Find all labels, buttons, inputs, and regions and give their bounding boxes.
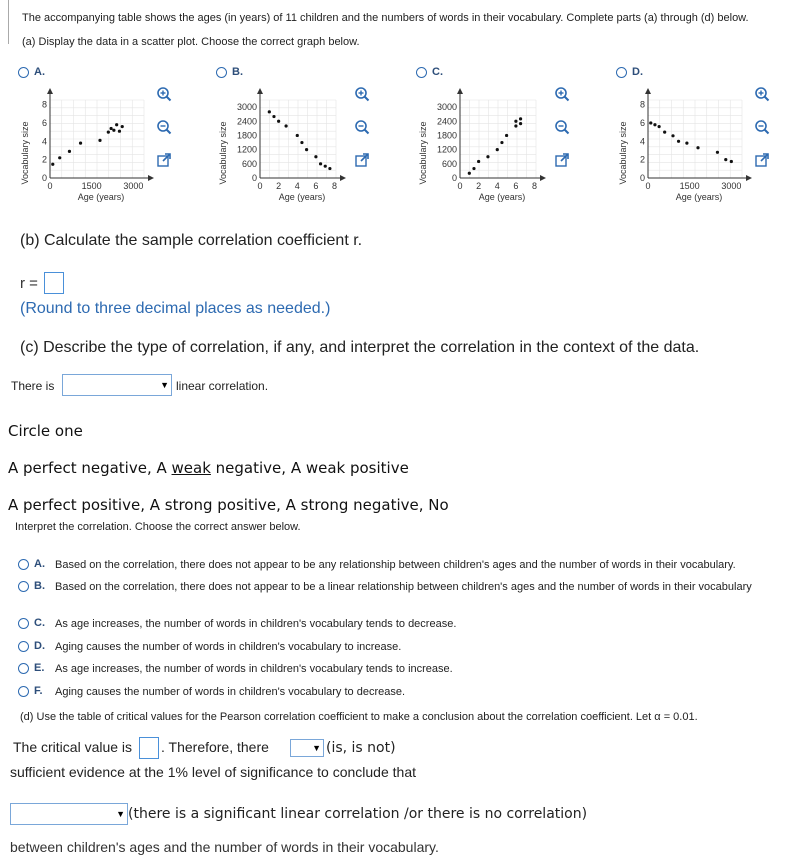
scatter-plot — [216, 84, 366, 234]
x-tick-label: 6 — [313, 181, 319, 191]
y-tick-label: 3000 — [236, 102, 257, 113]
zoom-out-icon[interactable] — [554, 119, 570, 135]
x-tick-label: 3000 — [721, 181, 742, 191]
x-tick-label: 1500 — [679, 181, 700, 191]
y-tick-label: 1200 — [236, 144, 257, 155]
x-axis-label: Age (years) — [77, 192, 125, 202]
option-text: Aging causes the number of words in children's vocabulary to increase. — [55, 641, 402, 653]
r-label: r = — [20, 275, 38, 292]
x-tick-label: 0 — [645, 181, 651, 191]
option-letter: D. — [632, 66, 643, 78]
axis-arrow — [457, 88, 463, 94]
data-point — [268, 110, 271, 113]
radio-button[interactable] — [216, 67, 227, 78]
x-tick-label: 0 — [457, 181, 463, 191]
data-point — [472, 167, 475, 170]
data-point — [58, 156, 61, 159]
y-tick-label: 2 — [41, 154, 47, 165]
between-label: between children's ages and the number of words in their vocabulary. — [10, 839, 439, 855]
x-tick-label: 3000 — [123, 181, 144, 191]
data-point — [730, 160, 733, 163]
part-b-prompt: (b) Calculate the sample correlation coefficient r. — [20, 232, 363, 249]
y-tick-label: 8 — [639, 99, 645, 110]
y-axis-label: Vocabulary size — [20, 121, 30, 185]
graph-option-a[interactable] — [18, 60, 208, 210]
data-point — [110, 127, 113, 130]
data-point — [514, 124, 517, 127]
data-point — [658, 125, 661, 128]
y-tick-label: 0 — [41, 173, 47, 183]
data-point — [112, 129, 115, 132]
choices-weak: weak — [171, 459, 211, 477]
popout-icon[interactable] — [554, 152, 570, 168]
choices-line-1-b: negative, A weak positive — [210, 459, 409, 477]
data-point — [314, 155, 317, 158]
correlation-type-select[interactable] — [62, 374, 172, 396]
popout-icon[interactable] — [156, 152, 172, 168]
x-tick-label: 4 — [494, 181, 500, 191]
data-point — [663, 131, 666, 134]
popout-icon[interactable] — [754, 152, 770, 168]
x-tick-label: 1500 — [81, 181, 102, 191]
y-tick-label: 600 — [441, 158, 457, 169]
y-axis-label: Vocabulary size — [618, 121, 628, 185]
option-letter: C. — [34, 617, 45, 629]
axis-arrow — [47, 88, 53, 94]
conclusion-select[interactable] — [10, 803, 128, 825]
axis-arrow — [148, 175, 154, 181]
data-point — [300, 141, 303, 144]
data-point — [79, 142, 82, 145]
option-text: Aging causes the number of words in children's vocabulary to decrease. — [55, 686, 406, 698]
y-tick-label: 600 — [241, 158, 257, 169]
dropdown-arrow-icon: ▼ — [160, 380, 169, 390]
data-point — [324, 165, 327, 168]
scatter-plot — [18, 84, 168, 234]
y-axis-label: Vocabulary size — [418, 121, 428, 185]
y-tick-label: 1200 — [436, 144, 457, 155]
choices-line-1-a: A perfect negative, A — [8, 459, 172, 477]
circle-one: Circle one — [8, 422, 83, 440]
option-letter: B. — [34, 580, 45, 592]
x-axis-label: Age (years) — [478, 192, 526, 202]
data-point — [468, 172, 471, 175]
option-letter: B. — [232, 66, 243, 78]
critical-value-label: The critical value is — [13, 739, 133, 755]
y-tick-label: 4 — [639, 136, 645, 147]
conclusion-hint: (there is a significant linear correlation /or there is no correlation) — [128, 806, 588, 822]
option-letter: A. — [34, 66, 45, 78]
critical-value-input[interactable] — [139, 737, 159, 759]
zoom-in-icon[interactable] — [754, 86, 770, 102]
graph-option-b[interactable] — [216, 60, 406, 210]
data-point — [685, 142, 688, 145]
data-point — [98, 139, 101, 142]
option-text: As age increases, the number of words in children's vocabulary tends to decrease. — [55, 618, 457, 630]
intro-text: The accompanying table shows the ages (in years) of 11 children and the numbers of words in their vocabulary. Complete parts (a) through (d) below. — [22, 12, 749, 24]
dropdown-arrow-icon: ▼ — [116, 809, 125, 819]
graph-option-d[interactable] — [616, 60, 801, 210]
radio-button[interactable] — [18, 581, 29, 592]
zoom-out-icon[interactable] — [156, 119, 172, 135]
data-point — [486, 155, 489, 158]
radio-button[interactable] — [616, 67, 627, 78]
data-point — [319, 162, 322, 165]
scatter-plot — [616, 84, 766, 234]
x-tick-label: 0 — [257, 181, 263, 191]
zoom-in-icon[interactable] — [554, 86, 570, 102]
data-point — [272, 115, 275, 118]
data-point — [724, 158, 727, 161]
data-point — [500, 141, 503, 144]
is-isnot-hint: (is, is not) — [326, 740, 396, 756]
option-text: Based on the correlation, there does not appear to be a linear relationship between children's ages and the number of words in their vocabulary — [55, 581, 752, 593]
data-point — [284, 124, 287, 127]
data-point — [51, 163, 54, 166]
x-tick-label: 6 — [513, 181, 519, 191]
data-point — [696, 146, 699, 149]
axis-arrow — [257, 88, 263, 94]
radio-button[interactable] — [18, 618, 29, 629]
popout-icon[interactable] — [354, 152, 370, 168]
radio-button[interactable] — [416, 67, 427, 78]
choices-line-1 — [8, 459, 409, 477]
x-tick-label: 8 — [332, 181, 338, 191]
data-point — [649, 121, 652, 124]
y-axis-label: Vocabulary size — [218, 121, 228, 185]
axis-arrow — [645, 88, 651, 94]
x-tick-label: 2 — [476, 181, 482, 191]
data-point — [328, 167, 331, 170]
y-tick-label: 6 — [639, 117, 645, 128]
axis-arrow — [746, 175, 752, 181]
choices-line-2: A perfect positive, A strong positive, A strong negative, No — [8, 496, 449, 514]
round-note: (Round to three decimal places as needed.) — [20, 300, 331, 317]
data-point — [496, 148, 499, 151]
x-tick-label: 4 — [294, 181, 300, 191]
y-tick-label: 2400 — [236, 116, 257, 127]
axis-arrow — [340, 175, 346, 181]
zoom-out-icon[interactable] — [754, 119, 770, 135]
graph-option-c[interactable] — [416, 60, 606, 210]
data-point — [305, 148, 308, 151]
part-a-prompt: (a) Display the data in a scatter plot. Choose the correct graph below. — [22, 36, 360, 48]
option-letter: A. — [34, 558, 45, 570]
scatter-plot — [416, 84, 566, 234]
x-axis-label: Age (years) — [675, 192, 723, 202]
is-isnot-select[interactable] — [290, 739, 324, 757]
sufficient-label: sufficient evidence at the 1% level of significance to conclude that — [10, 764, 416, 780]
data-point — [519, 122, 522, 125]
there-is-label: There is — [11, 379, 55, 393]
option-text: Based on the correlation, there does not appear to be any relationship between children's ages and the number of words in their vocabulary. — [55, 559, 736, 571]
data-point — [118, 130, 121, 133]
x-tick-label: 2 — [276, 181, 282, 191]
zoom-in-icon[interactable] — [156, 86, 172, 102]
interpret-prompt: Interpret the correlation. Choose the correct answer below. — [15, 521, 301, 533]
data-point — [477, 160, 480, 163]
zoom-in-icon[interactable] — [354, 86, 370, 102]
y-tick-label: 1800 — [236, 130, 257, 141]
data-point — [115, 123, 118, 126]
option-letter: D. — [34, 640, 45, 652]
data-point — [519, 117, 522, 120]
data-point — [653, 123, 656, 126]
r-input[interactable] — [44, 272, 64, 294]
data-point — [277, 120, 280, 123]
option-letter: E. — [34, 662, 45, 674]
y-tick-label: 6 — [41, 117, 47, 128]
part-c-prompt: (c) Describe the type of correlation, if any, and interpret the correlation in the context of the data. — [20, 339, 700, 356]
y-tick-label: 0 — [251, 173, 257, 183]
y-tick-label: 0 — [639, 173, 645, 183]
radio-button[interactable] — [18, 67, 29, 78]
radio-button[interactable] — [18, 559, 29, 570]
y-tick-label: 8 — [41, 99, 47, 110]
data-point — [505, 134, 508, 137]
y-tick-label: 0 — [451, 173, 457, 183]
radio-button[interactable] — [18, 663, 29, 674]
therefore-label: . Therefore, there — [161, 739, 269, 755]
data-point — [671, 134, 674, 137]
part-d-prompt: (d) Use the table of critical values for the Pearson correlation coefficient to make a conclusion about the correlation coefficient. Let α = 0.01. — [20, 711, 698, 723]
option-text: As age increases, the number of words in children's vocabulary tends to increase. — [55, 663, 453, 675]
zoom-out-icon[interactable] — [354, 119, 370, 135]
data-point — [296, 134, 299, 137]
y-tick-label: 3000 — [436, 102, 457, 113]
x-tick-label: 8 — [532, 181, 538, 191]
data-point — [107, 131, 110, 134]
option-letter: F. — [34, 685, 43, 697]
data-point — [677, 140, 680, 143]
axis-arrow — [540, 175, 546, 181]
dropdown-arrow-icon: ▼ — [312, 743, 321, 753]
y-tick-label: 2 — [639, 154, 645, 165]
data-point — [716, 151, 719, 154]
y-tick-label: 2400 — [436, 116, 457, 127]
data-point — [121, 125, 124, 128]
y-tick-label: 4 — [41, 136, 47, 147]
x-tick-label: 0 — [47, 181, 53, 191]
data-point — [68, 150, 71, 153]
linear-correlation-label: linear correlation. — [176, 379, 269, 393]
option-letter: C. — [432, 66, 443, 78]
radio-button[interactable] — [18, 641, 29, 652]
data-point — [514, 120, 517, 123]
y-tick-label: 1800 — [436, 130, 457, 141]
radio-button[interactable] — [18, 686, 29, 697]
x-axis-label: Age (years) — [278, 192, 326, 202]
